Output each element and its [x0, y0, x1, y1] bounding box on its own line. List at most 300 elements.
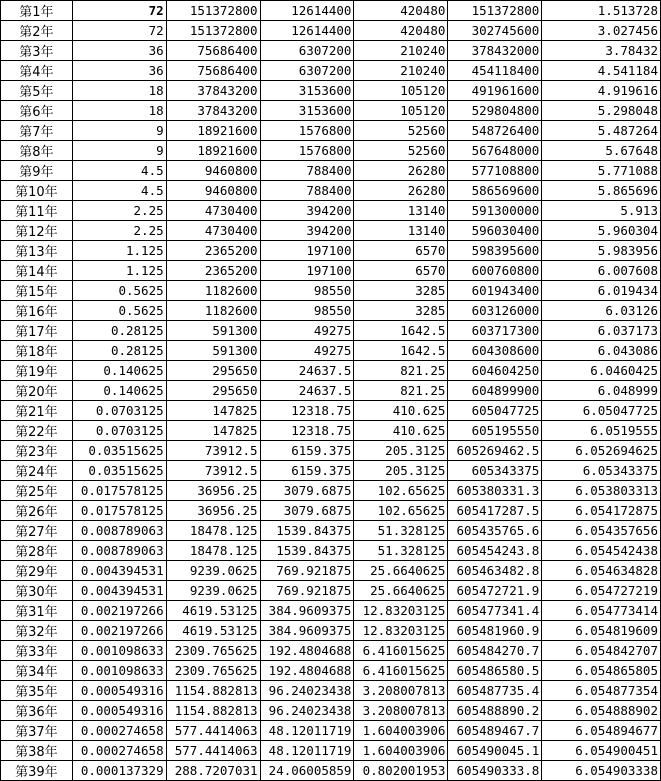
value-cell-b: 9239.0625 — [166, 561, 260, 581]
value-cell-c: 197100 — [260, 261, 354, 281]
table-row — [1, 441, 661, 461]
year-cell: 第32年 — [1, 621, 73, 641]
value-cell-a: 72 — [72, 1, 166, 21]
table-row — [1, 721, 661, 741]
value-cell-d: 1642.5 — [354, 321, 448, 341]
value-cell-b: 4730400 — [166, 221, 260, 241]
year-cell: 第19年 — [1, 361, 73, 381]
year-cell: 第34年 — [1, 661, 73, 681]
value-cell-e: 302745600 — [448, 21, 542, 41]
value-cell-b: 295650 — [166, 381, 260, 401]
value-cell-c: 192.4804688 — [260, 641, 354, 661]
year-cell: 第8年 — [1, 141, 73, 161]
year-cell: 第10年 — [1, 181, 73, 201]
value-cell-e: 605454243.8 — [448, 541, 542, 561]
table-row — [1, 501, 661, 521]
value-cell-d: 410.625 — [354, 401, 448, 421]
table-row — [1, 681, 661, 701]
value-cell-e: 577108800 — [448, 161, 542, 181]
year-cell: 第35年 — [1, 681, 73, 701]
value-cell-a: 0.017578125 — [72, 501, 166, 521]
value-cell-f: 6.054842707 — [542, 641, 661, 661]
year-cell: 第13年 — [1, 241, 73, 261]
value-cell-b: 1182600 — [166, 301, 260, 321]
value-cell-a: 1.125 — [72, 241, 166, 261]
value-cell-c: 384.9609375 — [260, 621, 354, 641]
value-cell-e: 548726400 — [448, 121, 542, 141]
year-cell: 第39年 — [1, 761, 73, 781]
table-row — [1, 161, 661, 181]
value-cell-a: 0.03515625 — [72, 441, 166, 461]
value-cell-d: 102.65625 — [354, 481, 448, 501]
value-cell-a: 0.03515625 — [72, 461, 166, 481]
value-cell-a: 36 — [72, 61, 166, 81]
table-row — [1, 461, 661, 481]
value-cell-d: 25.6640625 — [354, 561, 448, 581]
table-row — [1, 581, 661, 601]
table-row — [1, 381, 661, 401]
value-cell-c: 788400 — [260, 161, 354, 181]
value-cell-c: 1539.84375 — [260, 541, 354, 561]
value-cell-b: 18478.125 — [166, 541, 260, 561]
value-cell-c: 192.4804688 — [260, 661, 354, 681]
value-cell-d: 102.65625 — [354, 501, 448, 521]
value-cell-f: 5.960304 — [542, 221, 661, 241]
value-cell-e: 603126000 — [448, 301, 542, 321]
table-row — [1, 641, 661, 661]
value-cell-d: 105120 — [354, 81, 448, 101]
year-cell: 第24年 — [1, 461, 73, 481]
value-cell-a: 0.28125 — [72, 341, 166, 361]
value-cell-b: 577.4414063 — [166, 721, 260, 741]
year-cell: 第6年 — [1, 101, 73, 121]
table-row — [1, 521, 661, 541]
value-cell-a: 0.002197266 — [72, 601, 166, 621]
value-cell-c: 6307200 — [260, 61, 354, 81]
value-cell-c: 6307200 — [260, 41, 354, 61]
value-cell-f: 1.513728 — [542, 1, 661, 21]
table-row — [1, 181, 661, 201]
value-cell-b: 75686400 — [166, 61, 260, 81]
table-row — [1, 221, 661, 241]
value-cell-e: 605490333.8 — [448, 761, 542, 781]
value-cell-d: 3285 — [354, 301, 448, 321]
value-cell-d: 420480 — [354, 21, 448, 41]
value-cell-c: 3079.6875 — [260, 481, 354, 501]
year-cell: 第26年 — [1, 501, 73, 521]
value-cell-b: 18478.125 — [166, 521, 260, 541]
table-row — [1, 741, 661, 761]
value-cell-d: 12.83203125 — [354, 601, 448, 621]
value-cell-d: 1642.5 — [354, 341, 448, 361]
value-cell-f: 6.05047725 — [542, 401, 661, 421]
value-cell-a: 0.002197266 — [72, 621, 166, 641]
value-cell-e: 605472721.9 — [448, 581, 542, 601]
value-cell-e: 605484270.7 — [448, 641, 542, 661]
year-cell: 第29年 — [1, 561, 73, 581]
value-cell-e: 151372800 — [448, 1, 542, 21]
value-cell-d: 26280 — [354, 161, 448, 181]
year-cell: 第17年 — [1, 321, 73, 341]
value-cell-b: 37843200 — [166, 81, 260, 101]
year-cell: 第23年 — [1, 441, 73, 461]
table-row — [1, 121, 661, 141]
value-cell-b: 1182600 — [166, 281, 260, 301]
value-cell-f: 6.054894677 — [542, 721, 661, 741]
value-cell-a: 18 — [72, 81, 166, 101]
value-cell-f: 6.0519555 — [542, 421, 661, 441]
table-row — [1, 541, 661, 561]
value-cell-a: 2.25 — [72, 201, 166, 221]
value-cell-f: 5.983956 — [542, 241, 661, 261]
value-cell-b: 591300 — [166, 341, 260, 361]
value-cell-c: 394200 — [260, 201, 354, 221]
value-cell-f: 4.919616 — [542, 81, 661, 101]
value-cell-f: 6.054634828 — [542, 561, 661, 581]
value-cell-e: 605477341.4 — [448, 601, 542, 621]
value-cell-e: 491961600 — [448, 81, 542, 101]
year-cell: 第1年 — [1, 1, 73, 21]
value-cell-f: 6.054888902 — [542, 701, 661, 721]
value-cell-c: 24637.5 — [260, 361, 354, 381]
table-row — [1, 421, 661, 441]
value-cell-c: 3153600 — [260, 81, 354, 101]
value-cell-a: 0.140625 — [72, 381, 166, 401]
year-cell: 第21年 — [1, 401, 73, 421]
value-cell-c: 98550 — [260, 301, 354, 321]
year-cell: 第31年 — [1, 601, 73, 621]
value-cell-f: 6.054819609 — [542, 621, 661, 641]
value-cell-f: 6.05343375 — [542, 461, 661, 481]
value-cell-a: 2.25 — [72, 221, 166, 241]
year-cell: 第37年 — [1, 721, 73, 741]
table-row — [1, 301, 661, 321]
value-cell-c: 3153600 — [260, 101, 354, 121]
value-cell-b: 295650 — [166, 361, 260, 381]
value-cell-e: 604308600 — [448, 341, 542, 361]
value-cell-f: 6.043086 — [542, 341, 661, 361]
value-cell-a: 0.0703125 — [72, 401, 166, 421]
year-cell: 第25年 — [1, 481, 73, 501]
value-cell-c: 12614400 — [260, 1, 354, 21]
value-cell-d: 3285 — [354, 281, 448, 301]
year-cell: 第5年 — [1, 81, 73, 101]
value-cell-a: 18 — [72, 101, 166, 121]
value-cell-e: 596030400 — [448, 221, 542, 241]
value-cell-d: 3.208007813 — [354, 681, 448, 701]
value-cell-e: 600760800 — [448, 261, 542, 281]
value-cell-a: 0.28125 — [72, 321, 166, 341]
value-cell-b: 4619.53125 — [166, 601, 260, 621]
value-cell-d: 205.3125 — [354, 441, 448, 461]
value-cell-b: 75686400 — [166, 41, 260, 61]
value-cell-a: 0.001098633 — [72, 641, 166, 661]
value-cell-a: 0.000549316 — [72, 701, 166, 721]
table-row — [1, 321, 661, 341]
value-cell-c: 1576800 — [260, 121, 354, 141]
value-cell-c: 24637.5 — [260, 381, 354, 401]
value-cell-d: 13140 — [354, 221, 448, 241]
value-cell-c: 384.9609375 — [260, 601, 354, 621]
year-cell: 第18年 — [1, 341, 73, 361]
value-cell-f: 6.0460425 — [542, 361, 661, 381]
value-cell-d: 420480 — [354, 1, 448, 21]
value-cell-e: 605380331.3 — [448, 481, 542, 501]
value-cell-a: 0.5625 — [72, 281, 166, 301]
value-cell-a: 0.004394531 — [72, 561, 166, 581]
value-cell-c: 49275 — [260, 341, 354, 361]
value-cell-f: 6.054542438 — [542, 541, 661, 561]
table-row — [1, 201, 661, 221]
value-cell-f: 6.007608 — [542, 261, 661, 281]
value-cell-b: 151372800 — [166, 1, 260, 21]
value-cell-f: 6.054727219 — [542, 581, 661, 601]
value-cell-a: 4.5 — [72, 181, 166, 201]
value-cell-a: 0.008789063 — [72, 521, 166, 541]
value-cell-f: 5.771088 — [542, 161, 661, 181]
value-cell-c: 1539.84375 — [260, 521, 354, 541]
value-cell-e: 605269462.5 — [448, 441, 542, 461]
value-cell-a: 72 — [72, 21, 166, 41]
value-cell-d: 51.328125 — [354, 541, 448, 561]
value-cell-e: 591300000 — [448, 201, 542, 221]
value-cell-d: 6.416015625 — [354, 641, 448, 661]
value-cell-e: 603717300 — [448, 321, 542, 341]
value-cell-c: 49275 — [260, 321, 354, 341]
year-cell: 第4年 — [1, 61, 73, 81]
value-cell-e: 586569600 — [448, 181, 542, 201]
value-cell-d: 210240 — [354, 41, 448, 61]
value-cell-a: 0.001098633 — [72, 661, 166, 681]
value-cell-b: 18921600 — [166, 121, 260, 141]
table-row — [1, 141, 661, 161]
value-cell-d: 52560 — [354, 121, 448, 141]
value-cell-f: 5.298048 — [542, 101, 661, 121]
value-cell-b: 4730400 — [166, 201, 260, 221]
value-cell-c: 12614400 — [260, 21, 354, 41]
value-cell-d: 205.3125 — [354, 461, 448, 481]
year-cell: 第7年 — [1, 121, 73, 141]
value-cell-f: 6.054865805 — [542, 661, 661, 681]
value-cell-b: 591300 — [166, 321, 260, 341]
value-cell-d: 25.6640625 — [354, 581, 448, 601]
value-cell-b: 18921600 — [166, 141, 260, 161]
value-cell-f: 6.052694625 — [542, 441, 661, 461]
table-row — [1, 21, 661, 41]
table-row — [1, 61, 661, 81]
value-cell-c: 98550 — [260, 281, 354, 301]
table-row — [1, 81, 661, 101]
value-cell-e: 605488890.2 — [448, 701, 542, 721]
value-cell-f: 5.487264 — [542, 121, 661, 141]
value-cell-e: 601943400 — [448, 281, 542, 301]
table-row — [1, 661, 661, 681]
value-cell-c: 197100 — [260, 241, 354, 261]
year-cell: 第2年 — [1, 21, 73, 41]
table-row — [1, 361, 661, 381]
table-row — [1, 761, 661, 781]
year-cell: 第3年 — [1, 41, 73, 61]
value-cell-c: 12318.75 — [260, 401, 354, 421]
year-cell: 第22年 — [1, 421, 73, 441]
year-cell: 第9年 — [1, 161, 73, 181]
value-cell-e: 605435765.6 — [448, 521, 542, 541]
value-cell-b: 73912.5 — [166, 461, 260, 481]
value-cell-e: 604899900 — [448, 381, 542, 401]
value-cell-d: 6570 — [354, 241, 448, 261]
year-cell: 第38年 — [1, 741, 73, 761]
year-cell: 第20年 — [1, 381, 73, 401]
value-cell-b: 147825 — [166, 401, 260, 421]
value-cell-f: 3.027456 — [542, 21, 661, 41]
value-cell-f: 4.541184 — [542, 61, 661, 81]
value-cell-c: 96.24023438 — [260, 701, 354, 721]
value-cell-f: 6.019434 — [542, 281, 661, 301]
value-cell-b: 288.7207031 — [166, 761, 260, 781]
value-cell-e: 605417287.5 — [448, 501, 542, 521]
value-cell-f: 6.054172875 — [542, 501, 661, 521]
value-cell-d: 410.625 — [354, 421, 448, 441]
value-cell-e: 605047725 — [448, 401, 542, 421]
value-cell-a: 0.004394531 — [72, 581, 166, 601]
value-cell-d: 821.25 — [354, 361, 448, 381]
value-cell-e: 454118400 — [448, 61, 542, 81]
value-cell-d: 13140 — [354, 201, 448, 221]
value-cell-e: 605463482.8 — [448, 561, 542, 581]
value-cell-b: 36956.25 — [166, 481, 260, 501]
value-cell-b: 37843200 — [166, 101, 260, 121]
year-cell: 第33年 — [1, 641, 73, 661]
value-cell-f: 3.78432 — [542, 41, 661, 61]
value-cell-a: 0.000274658 — [72, 741, 166, 761]
table-row — [1, 701, 661, 721]
value-cell-c: 6159.375 — [260, 461, 354, 481]
year-cell: 第11年 — [1, 201, 73, 221]
value-cell-a: 4.5 — [72, 161, 166, 181]
value-cell-b: 2365200 — [166, 241, 260, 261]
value-cell-f: 6.054357656 — [542, 521, 661, 541]
table-row — [1, 561, 661, 581]
value-cell-a: 0.000274658 — [72, 721, 166, 741]
value-cell-c: 12318.75 — [260, 421, 354, 441]
table-row — [1, 341, 661, 361]
value-cell-b: 2365200 — [166, 261, 260, 281]
value-cell-b: 9460800 — [166, 181, 260, 201]
value-cell-a: 36 — [72, 41, 166, 61]
value-cell-d: 821.25 — [354, 381, 448, 401]
value-cell-e: 605487735.4 — [448, 681, 542, 701]
value-cell-b: 4619.53125 — [166, 621, 260, 641]
year-cell: 第28年 — [1, 541, 73, 561]
year-cell: 第14年 — [1, 261, 73, 281]
value-cell-b: 36956.25 — [166, 501, 260, 521]
value-cell-d: 105120 — [354, 101, 448, 121]
year-cell: 第12年 — [1, 221, 73, 241]
value-cell-f: 6.054903338 — [542, 761, 661, 781]
value-cell-c: 48.12011719 — [260, 721, 354, 741]
value-cell-a: 0.0703125 — [72, 421, 166, 441]
value-cell-c: 394200 — [260, 221, 354, 241]
table-row — [1, 241, 661, 261]
value-cell-b: 2309.765625 — [166, 641, 260, 661]
value-cell-b: 9460800 — [166, 161, 260, 181]
value-cell-b: 1154.882813 — [166, 701, 260, 721]
year-cell: 第16年 — [1, 301, 73, 321]
table-row — [1, 41, 661, 61]
value-cell-f: 5.865696 — [542, 181, 661, 201]
value-cell-c: 6159.375 — [260, 441, 354, 461]
value-cell-f: 6.037173 — [542, 321, 661, 341]
value-cell-d: 6.416015625 — [354, 661, 448, 681]
value-cell-f: 6.03126 — [542, 301, 661, 321]
value-cell-d: 210240 — [354, 61, 448, 81]
table-row — [1, 481, 661, 501]
value-cell-a: 0.000549316 — [72, 681, 166, 701]
value-cell-a: 0.008789063 — [72, 541, 166, 561]
value-cell-d: 52560 — [354, 141, 448, 161]
value-cell-f: 6.054900451 — [542, 741, 661, 761]
table-row — [1, 1, 661, 21]
table-row — [1, 101, 661, 121]
value-cell-e: 605489467.7 — [448, 721, 542, 741]
value-cell-e: 605490045.1 — [448, 741, 542, 761]
value-cell-a: 1.125 — [72, 261, 166, 281]
value-cell-f: 6.053803313 — [542, 481, 661, 501]
value-cell-b: 147825 — [166, 421, 260, 441]
value-cell-a: 0.017578125 — [72, 481, 166, 501]
value-cell-a: 0.000137329 — [72, 761, 166, 781]
value-cell-b: 2309.765625 — [166, 661, 260, 681]
value-cell-e: 605343375 — [448, 461, 542, 481]
value-cell-e: 604604250 — [448, 361, 542, 381]
table-row — [1, 621, 661, 641]
value-cell-a: 0.140625 — [72, 361, 166, 381]
value-cell-e: 598395600 — [448, 241, 542, 261]
value-cell-f: 6.048999 — [542, 381, 661, 401]
value-cell-f: 5.67648 — [542, 141, 661, 161]
value-cell-d: 1.604003906 — [354, 741, 448, 761]
value-cell-d: 51.328125 — [354, 521, 448, 541]
value-cell-f: 6.054773414 — [542, 601, 661, 621]
value-cell-e: 605481960.9 — [448, 621, 542, 641]
value-cell-c: 769.921875 — [260, 561, 354, 581]
value-cell-a: 9 — [72, 121, 166, 141]
year-cell: 第30年 — [1, 581, 73, 601]
value-cell-b: 9239.0625 — [166, 581, 260, 601]
value-cell-d: 3.208007813 — [354, 701, 448, 721]
table-row — [1, 261, 661, 281]
value-cell-c: 24.06005859 — [260, 761, 354, 781]
value-cell-d: 12.83203125 — [354, 621, 448, 641]
value-cell-b: 1154.882813 — [166, 681, 260, 701]
value-cell-e: 378432000 — [448, 41, 542, 61]
year-cell: 第15年 — [1, 281, 73, 301]
value-cell-d: 0.802001953 — [354, 761, 448, 781]
table-row — [1, 601, 661, 621]
value-cell-e: 605486580.5 — [448, 661, 542, 681]
value-cell-c: 788400 — [260, 181, 354, 201]
value-cell-c: 1576800 — [260, 141, 354, 161]
value-cell-d: 6570 — [354, 261, 448, 281]
table-row — [1, 281, 661, 301]
value-cell-b: 73912.5 — [166, 441, 260, 461]
value-cell-a: 0.5625 — [72, 301, 166, 321]
value-cell-c: 96.24023438 — [260, 681, 354, 701]
value-cell-d: 26280 — [354, 181, 448, 201]
value-cell-c: 769.921875 — [260, 581, 354, 601]
value-cell-f: 5.913 — [542, 201, 661, 221]
value-cell-a: 9 — [72, 141, 166, 161]
